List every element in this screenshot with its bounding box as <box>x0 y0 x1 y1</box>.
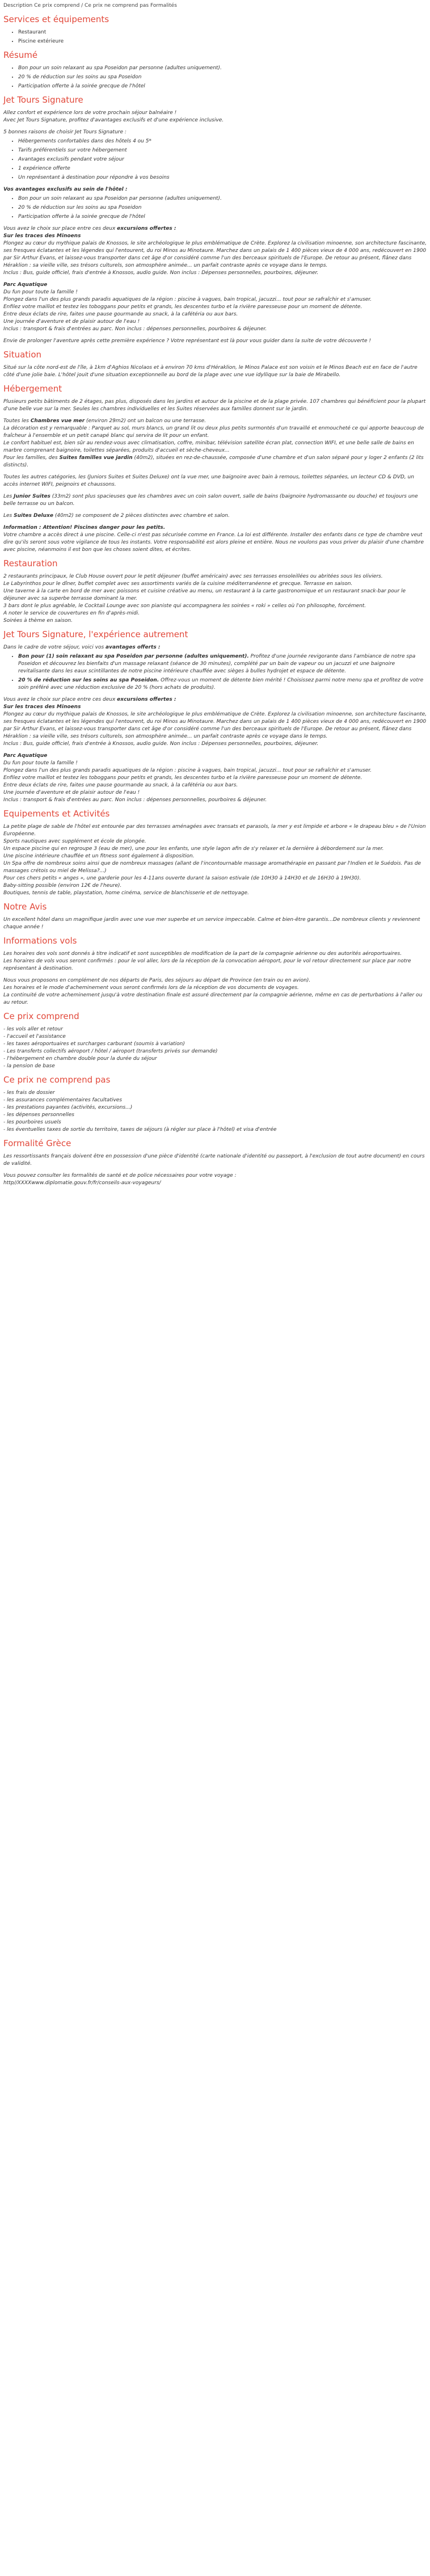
item-title: Bon pour (1) soin relaxant au spa Poseidon par personne (adultes uniquement). <box>18 654 249 659</box>
excursion-title: Sur les traces des Minoens <box>3 704 81 710</box>
breadcrumb: Description Ce prix comprend / Ce prix ne comprend pas Formalités <box>3 3 177 9</box>
item-text: Offrez-vous un moment de détente bien mérité ! Choisissez parmi notre menu spa et profitez de votre soin préféré avec une réduction exclusive de 20 % (hors achats de produits). <box>18 677 424 691</box>
excursion-line: Enfilez votre maillot et testez les toboggans pour petits et grands, les descentes turbo et la rivière paresseuse pour un moment de détente. <box>3 775 362 781</box>
excursion-line: Inclus : transport & frais d'entrées au parc. Non inclus : dépenses personnelles, pourboires & déjeuner. <box>3 797 267 803</box>
list-item: - les taxes aéroportuaires et surcharges carburant (soumis à variation) <box>3 1041 185 1047</box>
section-title-informations: Informations vols <box>3 936 77 946</box>
list-item: • Avantages exclusifs pendant votre séjour <box>18 156 427 163</box>
section-title-formalite: Formalité Grèce <box>3 1138 71 1148</box>
list-item: - l'hébergement en chambre double pour la durée du séjour <box>3 1056 157 1062</box>
list-item: - la pension de base <box>3 1063 55 1069</box>
excursion-line: Du fun pour toute la famille ! <box>3 760 78 766</box>
equipements-line: Un espace piscine qui en regroupe 3 (eau de mer), une pour les enfants, une style lagon afin de s'y relaxer et la dernière à débordement sur la mer. <box>3 846 384 852</box>
signature-aquapark <box>3 281 427 333</box>
list-item: - les prestations payantes (activités, excursions...) <box>3 1105 133 1110</box>
section-title-equipements: Equipements et Activités <box>3 809 110 819</box>
list-item: • Tarifs préférentiels sur votre hébergement <box>18 147 427 154</box>
list-item: • Participation offerte à la soirée grecque de l'hôtel <box>18 83 427 90</box>
formalite-p2 <box>3 1172 427 1187</box>
excursion-line: Entre deux éclats de rire, faites une pause gourmande au snack, à la cafétéria ou aux bars. <box>3 782 238 788</box>
excursion-text: Plongez au cœur du mythique palais de Knossos, le site archéologique le plus emblématique de Crète. Explorez la civilisation minoenne, son architecture fascinante, ses fresques éclatantes et les légendes qui l'entourent, du roi Minos au Minotaure. Marchez dans un palais de 1 400 pièces vieux de 4 000 ans, redécouvert en 1900 par Sir Arthur Evans, et laissez-vous transporter dans cet âge d'or considéré comme l'un des berceaux spirituels de l'Europe. De retour au présent, flânez dans Héraklion : sa vieille ville, ses trésors culturels, son atmosphère animée... un parfait contraste après ce voyage dans le temps. <box>3 241 427 268</box>
list-item: • Restaurant <box>18 29 427 36</box>
signature2-list <box>3 653 427 692</box>
section-title-services: Services et équipements <box>3 14 109 24</box>
signature-intro-line: Allez confort et expérience lors de votre prochain séjour balnéaire ! <box>3 110 177 116</box>
hebergement-text: Pour les familles, des <box>3 455 60 461</box>
excursion-line: Une journée d'aventure et de plaisir autour de l'eau ! <box>3 790 140 795</box>
restauration-line: Le Labyrinthos pour le dîner, buffet complet avec ses assortiments variés de la cuisine méditerranéenne et grecque. Terrasse en saison. <box>3 581 353 587</box>
list-item: - Les transferts collectifs aéroport / hôtel / aéroport (transferts privés sur demande) <box>3 1049 218 1054</box>
item-title: 20 % de réduction sur les soins au spa Poseidon. <box>18 677 159 683</box>
excursion-line: Plongez dans l'un des plus grands paradis aquatiques de la région : piscine à vagues, bain tropical, jacuzzi... tout pour se rafraîchir et s'amuser. <box>3 297 372 302</box>
excursion-line: Plongez dans l'un des plus grands paradis aquatiques de la région : piscine à vagues, bain tropical, jacuzzi... tout pour se rafraîchir et s'amuser. <box>3 768 372 773</box>
excursion-title: Sur les traces des Minoens <box>3 233 81 239</box>
hebergement-p4 <box>3 493 427 508</box>
excursion-line: Inclus : transport & frais d'entrées au parc. Non inclus : dépenses personnelles, pourboires & déjeuner. <box>3 326 267 332</box>
excursion-intro: Vous avez le choix sur place entre ces deux <box>3 697 117 702</box>
list-item: - les assurances complémentaires facultatives <box>3 1097 123 1103</box>
list-item: • 20 % de réduction sur les soins au spa Poseidon <box>18 204 427 212</box>
hebergement-text: (environ 29m2) ont un balcon ou une terrasse. <box>85 418 206 424</box>
hebergement-text: Les <box>3 513 14 519</box>
comprend-list <box>3 1026 427 1070</box>
informations-line: Les horaires et le mode d'acheminement vous seront confirmés lors de la réception de vos documents de voyages. <box>3 985 299 991</box>
signature-advantages-list <box>3 195 427 221</box>
room-type: Chambres vue mer <box>30 418 85 424</box>
list-item: • 20 % de réduction sur les soins au spa Poseidon <box>18 74 427 81</box>
signature2-intro <box>3 644 427 651</box>
list-item <box>18 677 427 692</box>
excursion-intro-bold: excursions offertes : <box>117 226 176 231</box>
page <box>0 0 430 1197</box>
formalite-link[interactable]: http//XXXXwww.diplomatie.gouv.fr/fr/conseils-aux-voyageurs/ <box>3 1180 161 1186</box>
equipements-line: Pour ces chers petits « anges », une garderie pour les 4-11ans ouverte durant la saison estivale (de 10H30 à 14H30 et de 16H30 à 19H30). <box>3 875 361 881</box>
excursion-line: Une journée d'aventure et de plaisir autour de l'eau ! <box>3 319 140 325</box>
hebergement-info <box>3 524 427 554</box>
list-item: • Un représentant à destination pour répondre à vos besoins <box>18 174 427 182</box>
equipements-line: Boutiques, tennis de table, playstation, home cinéma, service de blanchisserie et de nettoyage. <box>3 890 249 896</box>
section-title-comprend: Ce prix comprend <box>3 1011 79 1021</box>
signature2-excursions <box>3 696 427 748</box>
restauration-line: 3 bars dont le plus agréable, le Cocktail Lounge avec son pianiste qui accompagnera les soirées « roki » celles où l'on philosophe, forcément. <box>3 603 366 609</box>
signature-intro <box>3 110 427 124</box>
informations-line: Les horaires des vols sont donnés à titre indicatif et sont susceptibles de modification de la part de la compagnie aérienne ou des autorités aéroportuaires. <box>3 951 402 957</box>
signature-advantages-title: Vos avantages exclusifs au sein de l'hôtel : <box>3 187 128 192</box>
section-title-restauration: Restauration <box>3 558 58 569</box>
list-item: - les éventuelles taxes de sortie du territoire, taxes de séjours (à régler sur place à l'hôtel) et visa d'entrée <box>3 1127 277 1133</box>
signature-outro: Envie de prolonger l'aventure après cette première expérience ? Votre représentant est là pour vous guider dans la suite de votre découverte ! <box>3 338 371 344</box>
signature2-intro-bold: avantages offerts : <box>106 645 161 650</box>
resume-list <box>3 65 427 90</box>
list-item: - les vols aller et retour <box>3 1026 63 1032</box>
restauration-line: A noter le service de couvertures en fin d'après-midi. <box>3 611 140 616</box>
room-type: Suites Deluxe <box>14 513 53 519</box>
informations-line: Les horaires de vols vous seront confirmés : pour le vol aller, lors de la réception de la convocation aéroport, pour le vol retour directement sur place par notre représentant à destination. <box>3 958 411 971</box>
list-item: • Participation offerte à la soirée grecque de l'hôtel <box>18 213 427 221</box>
item-text: Profitez d'une journée revigorante dans l'ambiance de notre spa Poseidon et découvrez les bienfaits d'un massage relaxant (séance de 30 minutes), complété par un bain de vapeur ou un jacuzzi et une baignoire revitalisante dans les eaux scintillantes de notre piscine intérieure chauffée avec sièges à bulles hydrojet et espace de détente. <box>18 654 416 674</box>
list-item: • Bon pour un soin relaxant au spa Poseidon par personne (adultes uniquement). <box>18 65 427 72</box>
hebergement-text: (33m2) sont plus spacieuses que les chambres avec un coin salon ouvert, salle de bains (baignoire hydromassante ou douche) et toujours une belle terrasse ou un balcon. <box>3 494 418 507</box>
info-text: Votre chambre a accès direct à une piscine. Celle-ci n'est pas sécurisée comme en France. La loi est différente. Installer des enfants dans ce type de chambre veut dire qu'ils seront sous votre vigilance de tous les instants. Votre responsabilité est alors pleine et entière. Nous ne voulons pas vous priver du plaisir d'une chambre avec piscine, néanmoins il est bon que les choses soient dites, et écrites. <box>3 532 424 553</box>
excursion-intro: Vous avez le choix sur place entre ces deux <box>3 226 117 231</box>
equipements-text <box>3 823 427 897</box>
informations-p2 <box>3 977 427 1007</box>
restauration-line: 2 restaurants principaux, le Club House ouvert pour le petit déjeuner (buffet américain) avec ses terrasses ensoleillées ou abritées sous les oliviers. <box>3 574 383 579</box>
excursion-line: Entre deux éclats de rire, faites une pause gourmande au snack, à la cafétéria ou aux bars. <box>3 312 238 317</box>
list-item <box>18 653 427 675</box>
hebergement-text: Toutes les <box>3 418 31 424</box>
hebergement-p3: Toutes les autres catégories, les (Juniors Suites et Suites Deluxe) ont la vue mer, une baignoire avec bain à remous, toilettes séparées, un lecteur CD & DVD, un accès internet WIFI, peignoirs et chaussons. <box>3 474 414 487</box>
section-title-avis: Notre Avis <box>3 902 47 912</box>
section-title-ne-comprend: Ce prix ne comprend pas <box>3 1075 111 1085</box>
restauration-line: Soirées à thème en saison. <box>3 618 73 624</box>
informations-line: Nous vous proposons en complément de nos départs de Paris, des séjours au départ de Province (en train ou en avion). <box>3 978 311 983</box>
signature-reasons-title: 5 bonnes raisons de choisir Jet Tours Signature : <box>3 129 127 135</box>
excursion-text: Plongez au cœur du mythique palais de Knossos, le site archéologique le plus emblématique de Crète. Explorez la civilisation minoenne, son architecture fascinante, ses fresques éclatantes et les légendes qui l'entourent, du roi Minos au Minotaure. Marchez dans un palais de 1 400 pièces vieux de 4 000 ans, redécouvert en 1900 par Sir Arthur Evans, et laissez-vous transporter dans cet âge d'or considéré comme l'un des berceaux spirituels de l'Europe. De retour au présent, flânez dans Héraklion : sa vieille ville, ses trésors culturels, son atmosphère animée... un parfait contraste après ce voyage dans le temps. <box>3 712 427 739</box>
hebergement-line: La décoration est y remarquable : Parquet au sol, murs blancs, un grand lit ou deux plus petits surmontés d'un travaillé et enmoucheté ce qui apporte beaucoup de fraîcheur à l'ensemble et un petit canapé blanc qui servira de lit pour un enfant. <box>3 426 424 439</box>
informations-p1 <box>3 950 427 973</box>
signature2-aquapark <box>3 752 427 804</box>
hebergement-rooms <box>3 418 427 469</box>
hebergement-text: (40m2) se composent de 2 pièces distinctes avec chambre et salon. <box>53 513 230 519</box>
list-item: • 1 expérience offerte <box>18 165 427 172</box>
list-item: • Bon pour un soin relaxant au spa Poseidon par personne (adultes uniquement). <box>18 195 427 203</box>
equipements-line: Une piscine intérieure chauffée et un fitness sont également à disposition. <box>3 853 195 859</box>
room-type: Suites familles vue jardin <box>59 455 133 461</box>
list-item: - les frais de dossier <box>3 1090 55 1096</box>
signature2-intro-text: Dans le cadre de votre séjour, voici vos <box>3 645 106 650</box>
section-title-signature-experience: Jet Tours Signature, l'expérience autrement <box>3 629 188 639</box>
hebergement-p5 <box>3 512 427 520</box>
excursion-included: Inclus : Bus, guide officiel, frais d'entrée à Knossos, audio guide. Non inclus : Dépenses personnelles, pourboires, déjeuner. <box>3 270 319 276</box>
equipements-line: La petite plage de sable de l'hôtel est entourée par des terrasses aménagées avec transats et parasols, la mer y est limpide et arbore « le drapeau bleu » de l'Union Européenne. <box>3 824 426 837</box>
equipements-line: Un Spa offre de nombreux soins ainsi que de nombreux massages (allant de l'incontournable massage aromathérapie en passant par l'Indien et le Suédois. Pas de massages crétois ou miel de Melissa?...) <box>3 861 421 874</box>
excursion-included: Inclus : Bus, guide officiel, frais d'entrée à Knossos, audio guide. Non inclus : Dépenses personnelles, pourboires, déjeuner. <box>3 741 319 747</box>
formalite-line: Vous pouvez consulter les formalités de santé et de police nécessaires pour votre voyage : <box>3 1173 237 1178</box>
section-title-resume: Résumé <box>3 50 38 60</box>
list-item: • Hébergements confortables dans des hôtels 4 ou 5* <box>18 138 427 145</box>
list-item: - les pourboires usuels <box>3 1119 61 1125</box>
hebergement-line: Le confort habituel est, bien sûr au rendez-vous avec climatisation, coffre, minibar, télévision satellite écran plat, connection WIFI, et une belle salle de bains en marbre comprenant baignoire, toilettes séparées, produits d'accueil et sèche-cheveux... <box>3 440 414 453</box>
list-item: - l'accueil et l'assistance <box>3 1034 66 1039</box>
excursion-line: Enfilez votre maillot et testez les toboggans pour petits et grands, les descentes turbo et la rivière paresseuse pour un moment de détente. <box>3 304 362 310</box>
avis-text: Un excellent hôtel dans un magnifique jardin avec une vue mer superbe et un service impeccable. Calme et bien-être garantis...De nombreux clients y reviennent chaque année ! <box>3 917 420 930</box>
signature-reasons-list <box>3 138 427 182</box>
info-title: Information : Attention! Piscines danger pour les petits. <box>3 525 166 531</box>
formalite-p1: Les ressortissants français doivent être en possession d'une pièce d'identité (carte nationale d'identité ou passeport, à l'exclusion de tout autre document) en cours de validité. <box>3 1154 425 1167</box>
services-list <box>3 29 427 45</box>
restauration-line: Une taverne à la carte en bord de mer avec poissons et cuisine créative au menu, un restaurant à la carte gastronomique et un restaurant snack-bar pour le déjeuner avec sa superbe terrasse dominant la mer. <box>3 588 406 601</box>
hebergement-text: Les <box>3 494 14 499</box>
section-title-situation: Situation <box>3 350 42 360</box>
hebergement-p1: Plusieurs petits bâtiments de 2 étages, pas plus, disposés dans les jardins et autour de la piscine et de la plage privée. 107 chambres qui bénéficient pour la plupart d'une belle vue sur la mer. Seules les chambres individuelles et les Suites réservées aux familles donnent sur le jardin. <box>3 399 426 412</box>
hebergement-text: (40m2), situées en rez-de-chaussée, composée d'une chambre et d'un salon séparé pour y loger 2 enfants (2 lits distincts). <box>3 455 424 468</box>
informations-line: La continuité de votre acheminement jusqu'à votre destination finale est assuré directement par la compagnie aérienne, même en cas de perturbations à l'aller ou au retour. <box>3 992 423 1005</box>
section-title-signature: Jet Tours Signature <box>3 95 83 105</box>
situation-text: Situé sur la côte nord-est de l'île, à 1km d'Aghios Nicolaos et à environ 70 kms d'Héraklion, le Minos Palace est son voisin et le Minos Beach est en face de l'autre côté d'une jolie baie. L'hôtel jouit d'une situation exceptionnelle au bord de la plage avec une vue idyllique sur la baie de Mirabello. <box>3 365 418 378</box>
excursion-title: Parc Aquatique <box>3 753 48 759</box>
ne-comprend-list <box>3 1089 427 1134</box>
excursion-title: Parc Aquatique <box>3 282 48 288</box>
signature-intro-line: Avec Jet Tours Signature, profitez d'avantages exclusifs et d'une expérience inclusive. <box>3 117 224 123</box>
list-item: • Piscine extérieure <box>18 38 427 45</box>
section-title-hebergement: Hébergement <box>3 384 62 394</box>
signature-excursions <box>3 225 427 277</box>
excursion-line: Du fun pour toute la famille ! <box>3 289 78 295</box>
excursion-intro-bold: excursions offertes : <box>117 697 176 702</box>
room-type: Junior Suites <box>14 494 50 499</box>
equipements-line: Sports nautiques avec supplément et école de plongée. <box>3 839 146 844</box>
list-item: - les dépenses personnelles <box>3 1112 74 1118</box>
restauration-text <box>3 573 427 625</box>
equipements-line: Baby-sitting possible (environ 12€ de l'heure). <box>3 883 122 889</box>
